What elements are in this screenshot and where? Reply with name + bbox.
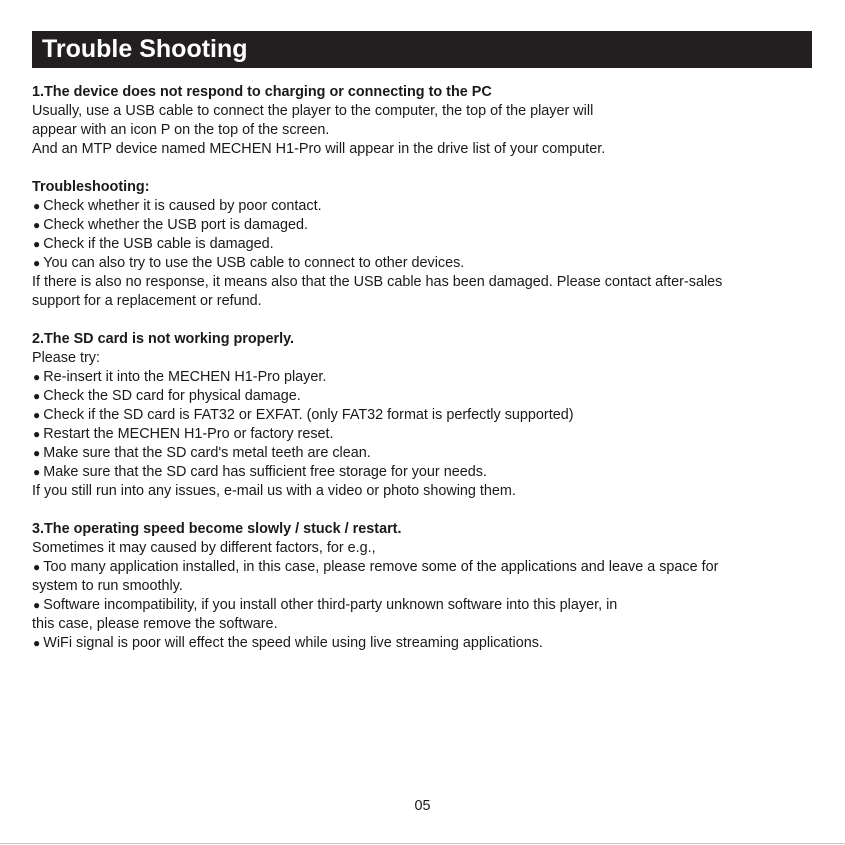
body-text-line: this case, please remove the software. bbox=[32, 616, 278, 632]
bullet-item: ● WiFi signal is poor will effect the speed while using live streaming applications. bbox=[32, 634, 812, 653]
body-text-line: Please try: bbox=[32, 350, 100, 366]
body-text-line: If there is also no response, it means also that the USB cable has been damaged. Please contact after-sales bbox=[32, 274, 723, 290]
bullet-item: ● Software incompatibility, if you install other third-party unknown software into this player, in bbox=[32, 596, 812, 615]
bullet-item: ● Restart the MECHEN H1-Pro or factory reset. bbox=[32, 425, 812, 444]
bullet-item: ● Make sure that the SD card's metal teeth are clean. bbox=[32, 444, 812, 463]
body-text-line: And an MTP device named MECHEN H1-Pro will appear in the drive list of your computer. bbox=[32, 141, 606, 157]
body-text-line: If you still run into any issues, e-mail us with a video or photo showing them. bbox=[32, 483, 516, 499]
paragraph-spacer bbox=[32, 159, 812, 178]
section-heading: Troubleshooting: bbox=[32, 179, 150, 195]
body-text-line: appear with an icon P on the top of the screen. bbox=[32, 122, 330, 138]
page-title: Trouble Shooting bbox=[42, 35, 248, 63]
bullet-item: ● Too many application installed, in this case, please remove some of the applications and leave a space for bbox=[32, 558, 812, 577]
section-heading: 1.The device does not respond to charging or connecting to the PC bbox=[32, 84, 492, 100]
body-text-line: Sometimes it may caused by different factors, for e.g., bbox=[32, 540, 376, 556]
page-number: 05 bbox=[414, 798, 431, 814]
bullet-item: ● Make sure that the SD card has sufficient free storage for your needs. bbox=[32, 463, 812, 482]
paragraph-spacer bbox=[32, 501, 812, 520]
bullet-item: ● You can also try to use the USB cable to connect to other devices. bbox=[32, 254, 812, 273]
bullet-item: ● Check whether the USB port is damaged. bbox=[32, 216, 812, 235]
paragraph-spacer bbox=[32, 311, 812, 330]
section-heading: 2.The SD card is not working properly. bbox=[32, 331, 295, 347]
bottom-divider bbox=[0, 843, 845, 844]
bullet-item: ● Check if the SD card is FAT32 or EXFAT. (only FAT32 format is perfectly supported) bbox=[32, 406, 812, 425]
bullet-item: ● Re-insert it into the MECHEN H1-Pro player. bbox=[32, 368, 812, 387]
body-text-line: support for a replacement or refund. bbox=[32, 293, 262, 309]
body-text-line: system to run smoothly. bbox=[32, 578, 183, 594]
title-bar bbox=[32, 31, 812, 68]
bullet-item: ● Check the SD card for physical damage. bbox=[32, 387, 812, 406]
body-text-line: Usually, use a USB cable to connect the player to the computer, the top of the player will bbox=[32, 103, 594, 119]
section-heading: 3.The operating speed become slowly / stuck / restart. bbox=[32, 521, 402, 537]
bullet-item: ● Check whether it is caused by poor contact. bbox=[32, 197, 812, 216]
document-body bbox=[32, 83, 812, 653]
bullet-item: ● Check if the USB cable is damaged. bbox=[32, 235, 812, 254]
